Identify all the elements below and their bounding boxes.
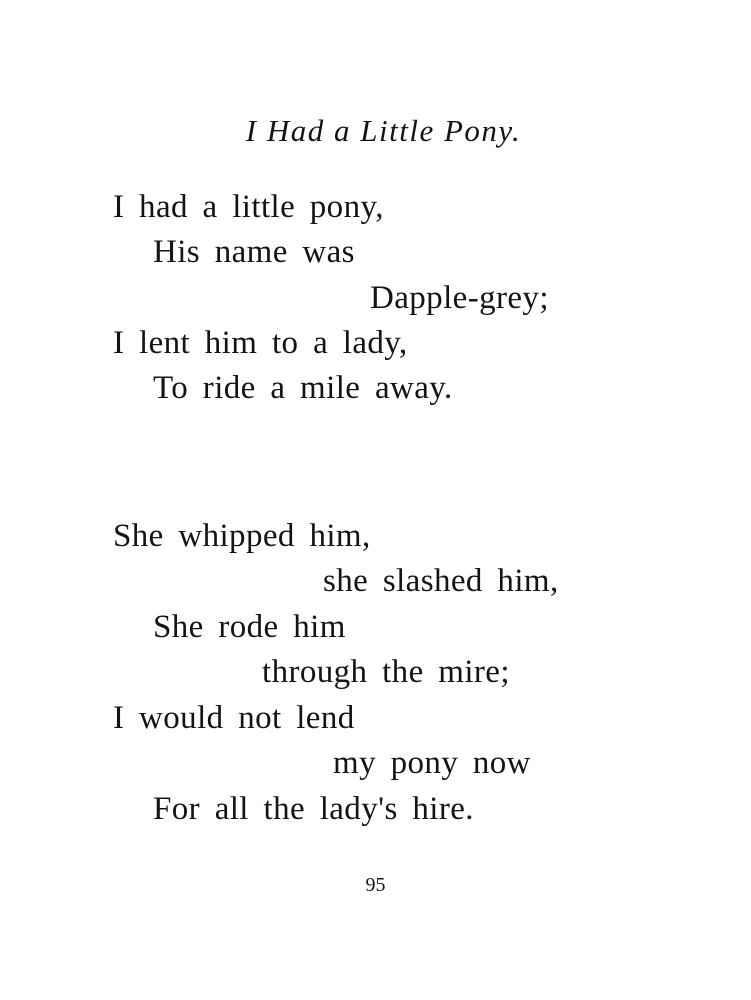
poem-line: Dapple-grey; (370, 280, 549, 316)
poem-line: my pony now (333, 745, 531, 781)
poem-line: she slashed him, (323, 563, 559, 599)
poem-line: She rode him (153, 609, 346, 645)
poem-line: For all the lady's hire. (153, 791, 474, 827)
poem-line: through the mire; (262, 654, 510, 690)
poem-line: I lent him to a lady, (113, 325, 408, 361)
poem-line: I would not lend (113, 700, 355, 736)
poem-line: I had a little pony, (113, 189, 384, 225)
poem-line: His name was (153, 234, 355, 270)
poem-line: To ride a mile away. (153, 370, 453, 406)
page-number: 95 (365, 874, 386, 896)
poem-title: I Had a Little Pony. (245, 113, 522, 148)
poem-line: She whipped him, (113, 518, 371, 554)
